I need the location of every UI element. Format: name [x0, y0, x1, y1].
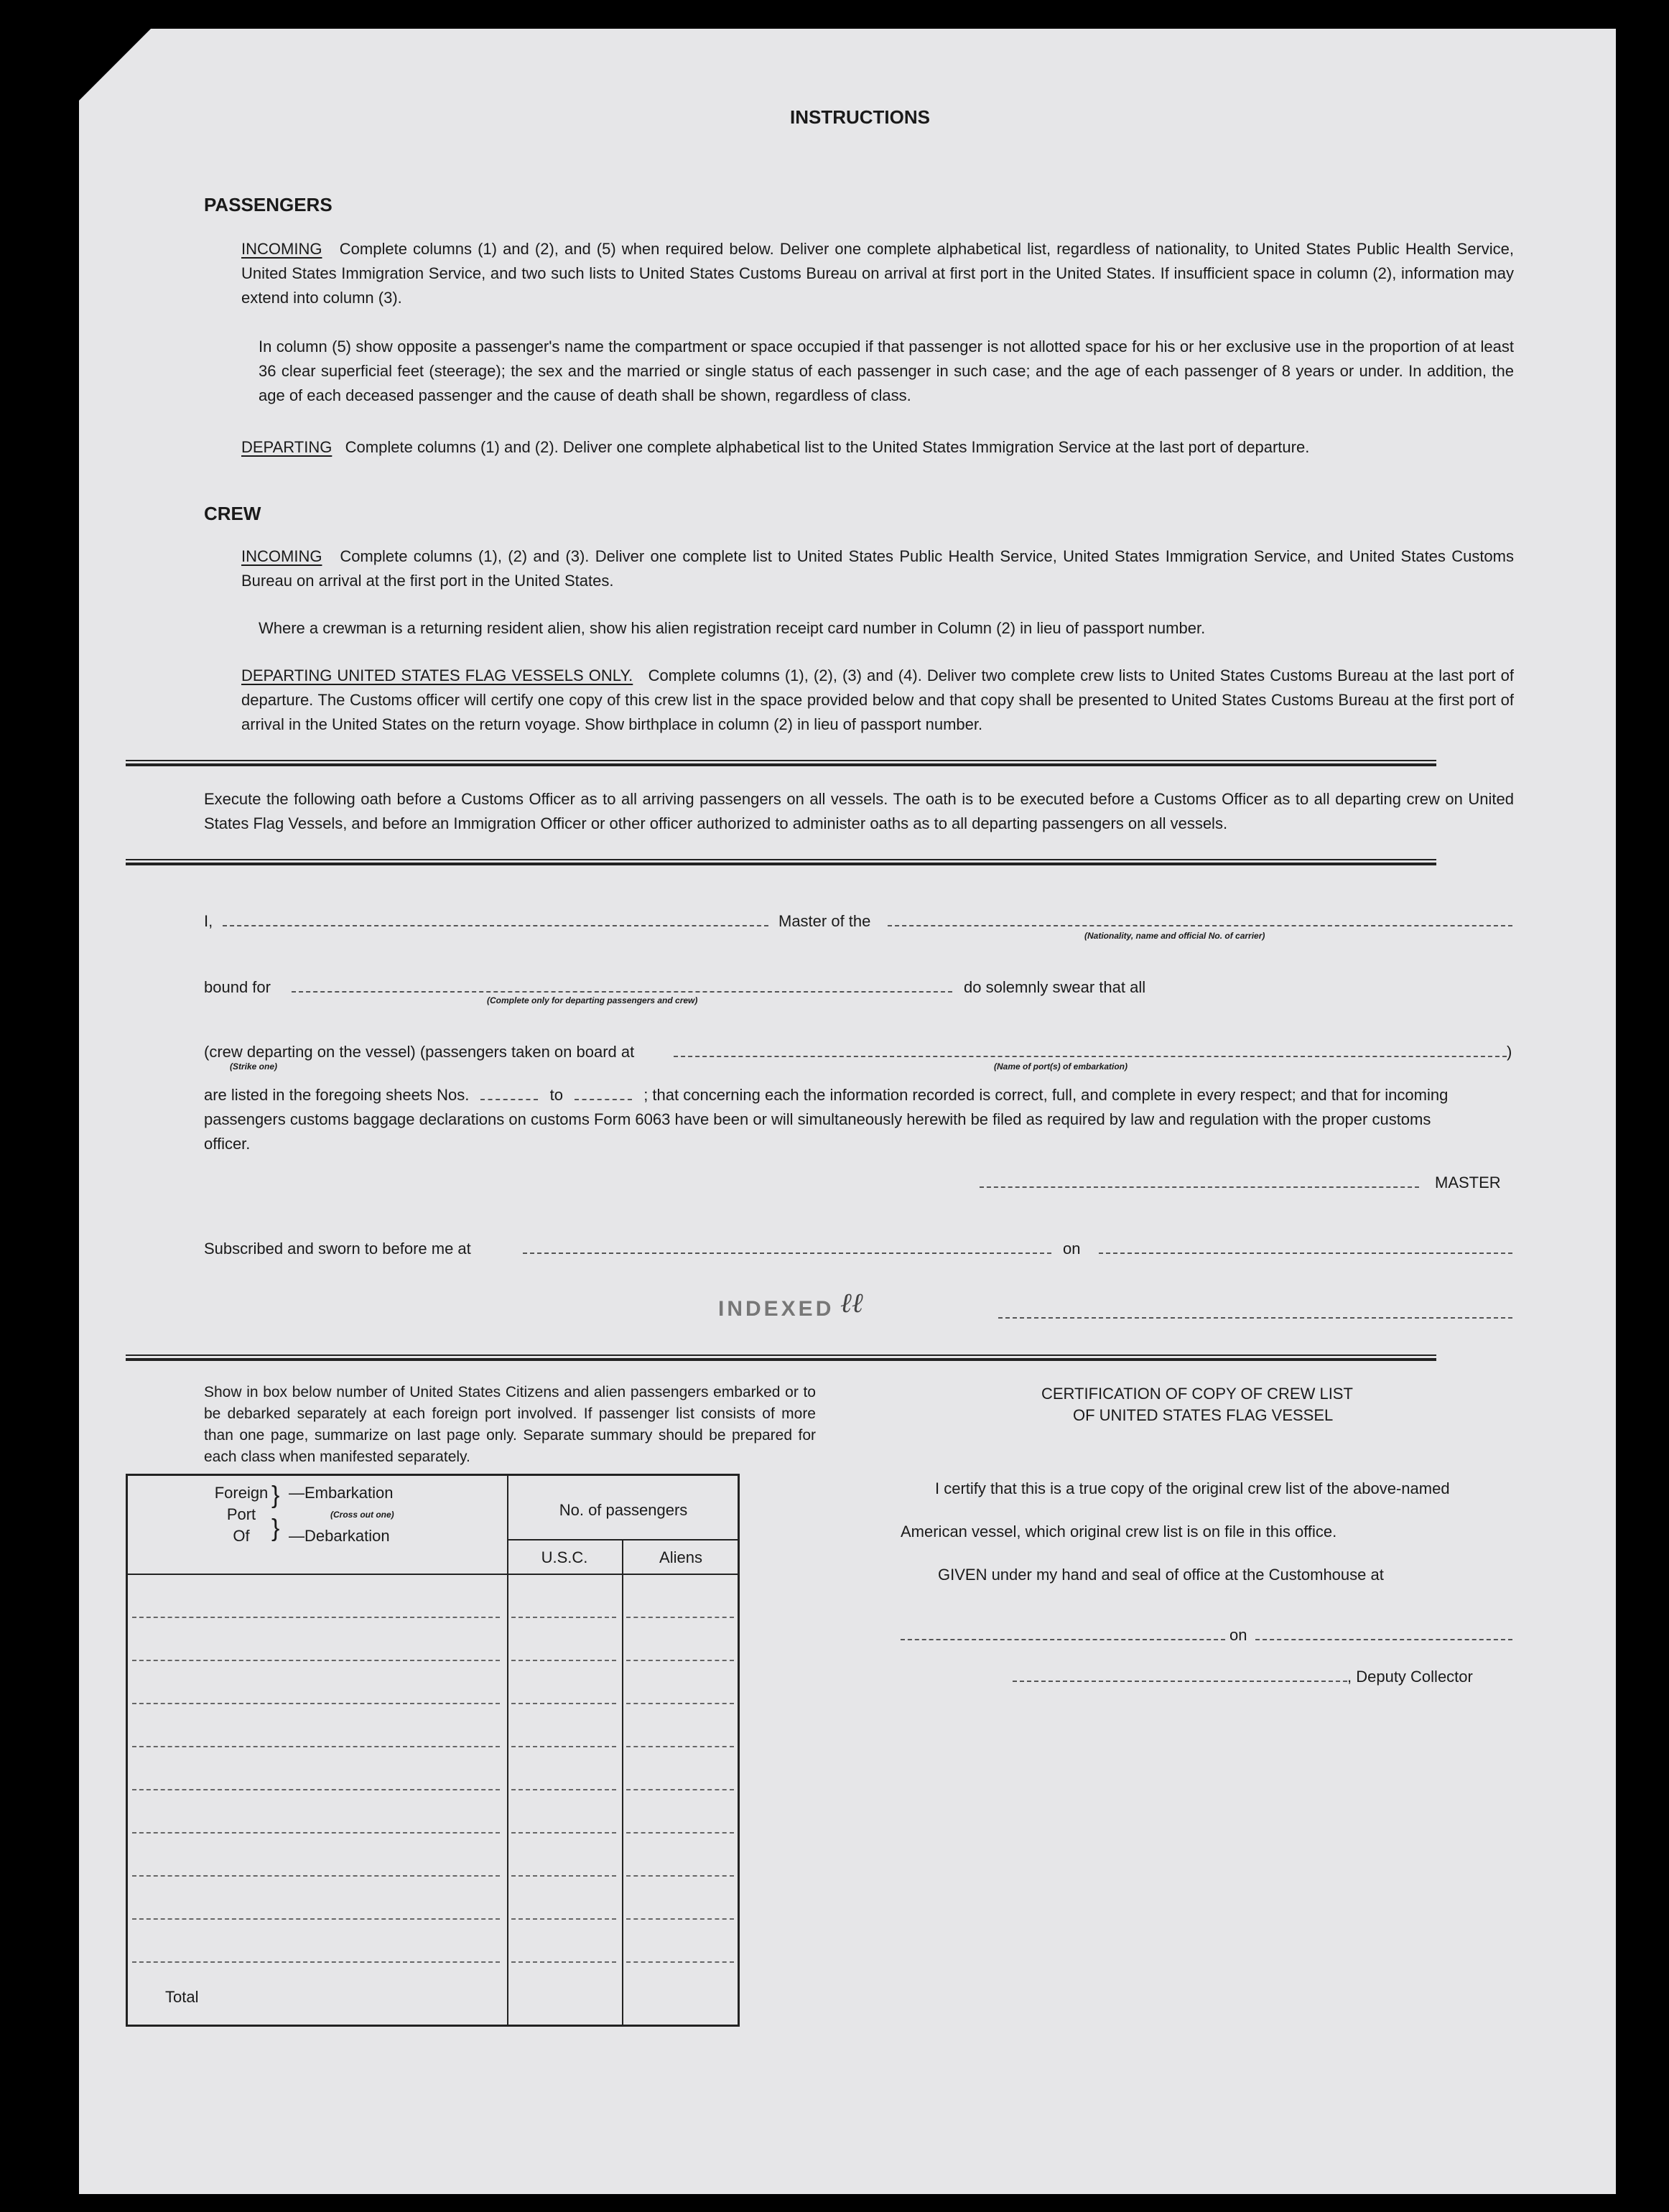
carrier-field[interactable] [888, 925, 1512, 926]
row-port-field[interactable] [132, 1961, 500, 1963]
master-label: MASTER [1435, 1174, 1501, 1191]
subscribed-label: Subscribed and sworn to before me at [204, 1240, 471, 1258]
row-aliens-field[interactable] [626, 1789, 734, 1790]
deputy-collector-label: , Deputy Collector [1347, 1668, 1473, 1686]
foreign-label: Foreign [214, 1484, 269, 1502]
bound-for-field[interactable] [292, 991, 952, 993]
ports-hint: (Name of port(s) of embarkation) [994, 1061, 1128, 1072]
sworn-place-field[interactable] [523, 1253, 1051, 1254]
summary-instructions: Show in box below number of United States Citizens and alien passengers embarked or to be debarked separately at each foreign port involved. If passenger list consists of more than one page, summarize on last page only. Separate summary should be prepared for each class when manifested separately. [204, 1384, 816, 1465]
cross-out-hint: (Cross out one) [330, 1510, 394, 1520]
certification-on-label: on [1229, 1626, 1247, 1644]
total-label: Total [165, 1988, 199, 2006]
usc-header: U.S.C. [541, 1548, 588, 1566]
oath-instructions: Execute the following oath before a Customs Officer as to all arriving passengers on all vessels. The oath is to be executed before a Customs Officer as to all departing crew on United States Flag Vessels, and before an Immigration Officer or other officer authorized to administer oaths as to all departing passengers on all vessels. [204, 790, 1514, 832]
bound-for-hint: (Complete only for departing passengers and crew) [487, 995, 698, 1005]
passengers-incoming-text: Complete columns (1) and (2), and (5) when required below. Deliver one complete alphabetical list, regardless of nationality, to United States Public Health Service, United States Immigration Service, and two such lists to United States Customs Bureau on arrival at first port in the United States. If insufficient space in column (2), information may extend into column (3). [241, 240, 1514, 307]
row-usc-field[interactable] [511, 1746, 616, 1747]
crew-departing-text: Complete columns (1), (2), (3) and (4). Deliver two complete crew lists to United States Customs Bureau at the last port of departure. The Customs officer will certify one copy of this crew list in the space provided below and that copy shall be presented to United States Customs Bureau at the first port of arrival in the United States on the return voyage. Show birthplace in column (2) in lieu of passport number. [241, 666, 1514, 733]
row-usc-field[interactable] [511, 1617, 616, 1618]
row-port-field[interactable] [132, 1703, 500, 1704]
passengers-departing-paragraph [241, 435, 1514, 460]
header-divider [128, 1574, 740, 1575]
row-aliens-field[interactable] [626, 1660, 734, 1661]
sheet-from-field[interactable] [480, 1099, 538, 1100]
bound-for-label: bound for [204, 978, 271, 996]
passengers-column5-paragraph: In column (5) show opposite a passenger's name the compartment or space occupied if that passenger is not allotted space for his or her exclusive use in the proportion of at least 36 clear superficial feet (steerage); the sex and the married or single status of each passenger in such case; and the age of each passenger of 8 years or under. In addition, the age of each deceased passenger and the cause of death shall be shown, regardless of class. [259, 338, 1514, 404]
master-name-field[interactable] [223, 925, 768, 926]
crew-resident-paragraph: Where a crewman is a returning resident alien, show his alien registration receipt card number in Column (2) in lieu of passport number. [259, 619, 1206, 637]
swear-text: do solemnly swear that all [964, 978, 1146, 996]
to-label: to [549, 1086, 563, 1104]
passenger-summary-table [126, 1474, 740, 2027]
row-usc-field[interactable] [511, 1789, 616, 1790]
crew-departing-label: DEPARTING UNITED STATES FLAG VESSELS ONLY. [241, 666, 633, 684]
crew-heading: CREW [204, 503, 261, 524]
header-divider [507, 1539, 740, 1540]
row-aliens-field[interactable] [626, 1832, 734, 1834]
crew-passengers-text: (crew departing on the vessel) (passengers taken on board at [204, 1043, 635, 1061]
certification-date-field[interactable] [1255, 1639, 1512, 1640]
row-aliens-field[interactable] [626, 1746, 734, 1747]
row-usc-field[interactable] [511, 1875, 616, 1877]
row-usc-field[interactable] [511, 1832, 616, 1834]
passengers-departing-label: DEPARTING [241, 438, 333, 456]
strike-one-hint: (Strike one) [230, 1061, 278, 1072]
passengers-incoming-label: INCOMING [241, 240, 322, 258]
certify-line1: I certify that this is a true copy of the original crew list of the above-named [935, 1479, 1450, 1497]
row-port-field[interactable] [132, 1832, 500, 1834]
row-usc-field[interactable] [511, 1703, 616, 1704]
page-title: INSTRUCTIONS [790, 106, 930, 128]
sheet-to-field[interactable] [575, 1099, 632, 1100]
row-port-field[interactable] [132, 1746, 500, 1747]
close-paren: ) [1507, 1043, 1512, 1061]
brace-icon: } [271, 1515, 280, 1542]
carrier-hint: (Nationality, name and official No. of carrier) [1084, 931, 1265, 941]
row-aliens-field[interactable] [626, 1961, 734, 1963]
certify-line2: American vessel, which original crew list is on file in this office. [901, 1523, 1337, 1540]
row-aliens-field[interactable] [626, 1875, 734, 1877]
indexed-stamp: INDEXED [718, 1297, 834, 1321]
no-passengers-header: No. of passengers [559, 1501, 688, 1519]
handwritten-initials: ℓℓ [840, 1287, 863, 1319]
officer-signature-field[interactable] [998, 1317, 1512, 1319]
listed-line3: officer. [204, 1135, 251, 1153]
divider [126, 760, 1436, 766]
port-label: Port [226, 1505, 256, 1523]
row-port-field[interactable] [132, 1875, 500, 1877]
row-aliens-field[interactable] [626, 1617, 734, 1618]
divider [126, 1354, 1436, 1361]
row-port-field[interactable] [132, 1918, 500, 1920]
listed-line2: passengers customs baggage declarations on customs Form 6063 have been or will simultaneously herewith be filed as required by law and regulation with the proper customs [204, 1110, 1431, 1128]
customhouse-field[interactable] [901, 1639, 1225, 1640]
crew-incoming-text: Complete columns (1), (2) and (3). Deliver one complete list to United States Public Health Service, United States Immigration Service, and United States Customs Bureau on arrival at the first port in the United States. [241, 547, 1514, 590]
sworn-on-label: on [1063, 1240, 1081, 1258]
passengers-heading: PASSENGERS [204, 194, 333, 215]
row-port-field[interactable] [132, 1789, 500, 1790]
deputy-signature-field[interactable] [1013, 1681, 1347, 1682]
brace-icon: } [271, 1482, 280, 1509]
row-port-field[interactable] [132, 1660, 500, 1661]
aliens-header: Aliens [659, 1548, 702, 1566]
of-label: Of [233, 1527, 250, 1545]
crew-incoming-paragraph [241, 544, 1514, 593]
given-text: GIVEN under my hand and seal of office at the Customhouse at [938, 1566, 1384, 1584]
row-usc-field[interactable] [511, 1961, 616, 1963]
passengers-departing-text: Complete columns (1) and (2). Deliver one complete alphabetical list to the United States Immigration Service at the last port of departure. [345, 438, 1310, 456]
divider [126, 859, 1436, 865]
listed-pre: are listed in the foregoing sheets Nos. [204, 1086, 470, 1104]
certification-title-line2: OF UNITED STATES FLAG VESSEL [1073, 1406, 1334, 1424]
row-usc-field[interactable] [511, 1918, 616, 1920]
sworn-date-field[interactable] [1099, 1253, 1512, 1254]
master-of-label: Master of the [778, 912, 871, 930]
column-divider [622, 1539, 623, 2025]
row-port-field[interactable] [132, 1617, 500, 1618]
master-signature-field[interactable] [980, 1186, 1419, 1188]
row-aliens-field[interactable] [626, 1703, 734, 1704]
listed-post: ; that concerning each the information recorded is correct, full, and complete in every respect; and that for incoming [643, 1086, 1449, 1104]
passengers-incoming-paragraph [241, 237, 1514, 310]
row-usc-field[interactable] [511, 1660, 616, 1661]
crew-departing-paragraph [241, 664, 1514, 737]
listed-line1 [204, 1083, 1448, 1107]
oath-i-label: I, [204, 912, 213, 930]
debarkation-label: —Debarkation [289, 1527, 390, 1545]
certification-title-line1: CERTIFICATION OF COPY OF CREW LIST [1041, 1385, 1353, 1403]
row-aliens-field[interactable] [626, 1918, 734, 1920]
embarkation-label: —Embarkation [289, 1484, 394, 1502]
embarkation-ports-field[interactable] [674, 1056, 1507, 1057]
crew-incoming-label: INCOMING [241, 547, 322, 565]
